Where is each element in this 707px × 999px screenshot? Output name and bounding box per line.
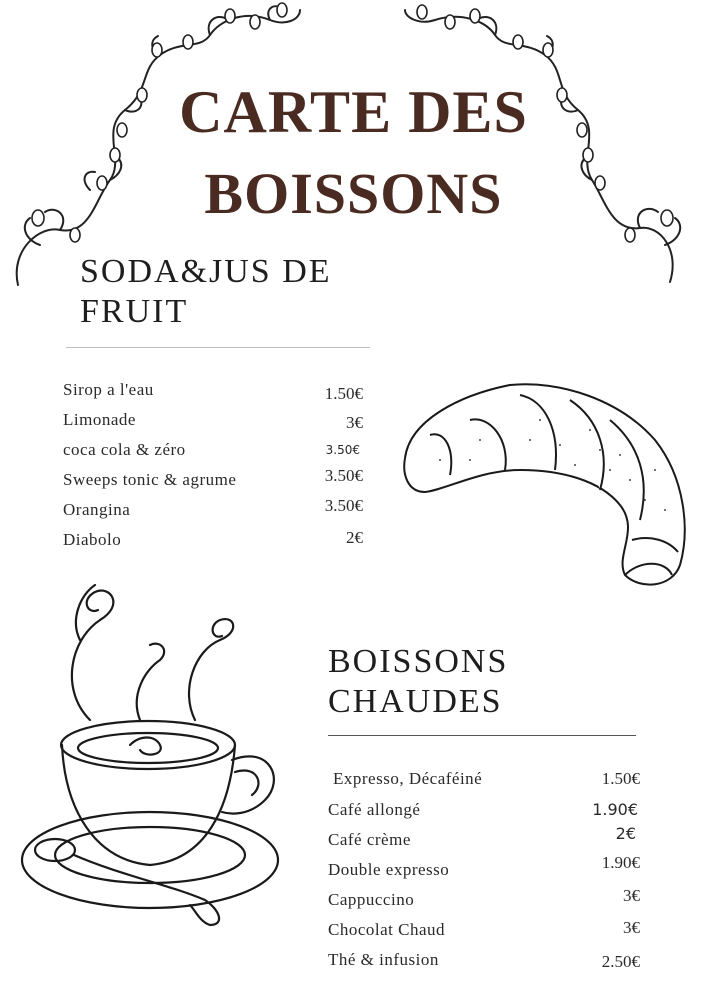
menu-item-price: 3€ xyxy=(623,918,640,937)
section-heading-soda-line1: SODA&JUS DE xyxy=(80,253,332,290)
menu-item-price: 1.50€ xyxy=(601,769,640,788)
menu-item-price: 2.50€ xyxy=(601,952,640,971)
menu-item-name: Double expresso xyxy=(328,860,450,879)
menu-item-price: 1.90€ xyxy=(592,800,638,819)
menu-item-price: 2€ xyxy=(615,824,636,843)
menu-item-name: Café allongé xyxy=(328,800,421,819)
menu-item-name: Chocolat Chaud xyxy=(328,920,446,939)
menu-item-name: Sirop a l'eau xyxy=(63,380,154,399)
section-heading-hot-line1: BOISSONS xyxy=(328,643,509,680)
menu-item-name: Sweeps tonic & agrume xyxy=(63,470,237,489)
menu-item-name: coca cola & zéro xyxy=(63,440,186,459)
menu-item-price: 3.50€ xyxy=(324,466,363,485)
menu-item-price: 3.50€ xyxy=(324,496,363,515)
section-heading-hot-line2: CHAUDES xyxy=(328,683,503,720)
section-heading-hot xyxy=(328,642,508,722)
menu-item-price: 3.50€ xyxy=(325,443,360,457)
menu-item-name: Diabolo xyxy=(63,530,122,549)
menu-item-name: Expresso, Décaféiné xyxy=(333,769,483,788)
menu-item-name: Limonade xyxy=(63,410,136,429)
menu-item-price: 1.50€ xyxy=(324,384,363,403)
menu-item-name: Cappuccino xyxy=(328,890,415,909)
page-title-line2: BOISSONS xyxy=(204,161,503,226)
page-title-line1: CARTE DES xyxy=(179,79,528,145)
menu-item-name: Orangina xyxy=(63,500,131,519)
menu-item-price: 1.90€ xyxy=(601,853,640,872)
menu-item-price: 3€ xyxy=(623,886,640,905)
menu-item-name: Thé & infusion xyxy=(328,950,439,969)
menu-item-price: 3€ xyxy=(346,413,363,432)
section-divider-hot xyxy=(328,735,636,736)
section-heading-soda-line2: FRUIT xyxy=(80,293,189,330)
menu-item-price: 2€ xyxy=(346,528,363,547)
menu-item-name: Café crème xyxy=(328,830,411,849)
